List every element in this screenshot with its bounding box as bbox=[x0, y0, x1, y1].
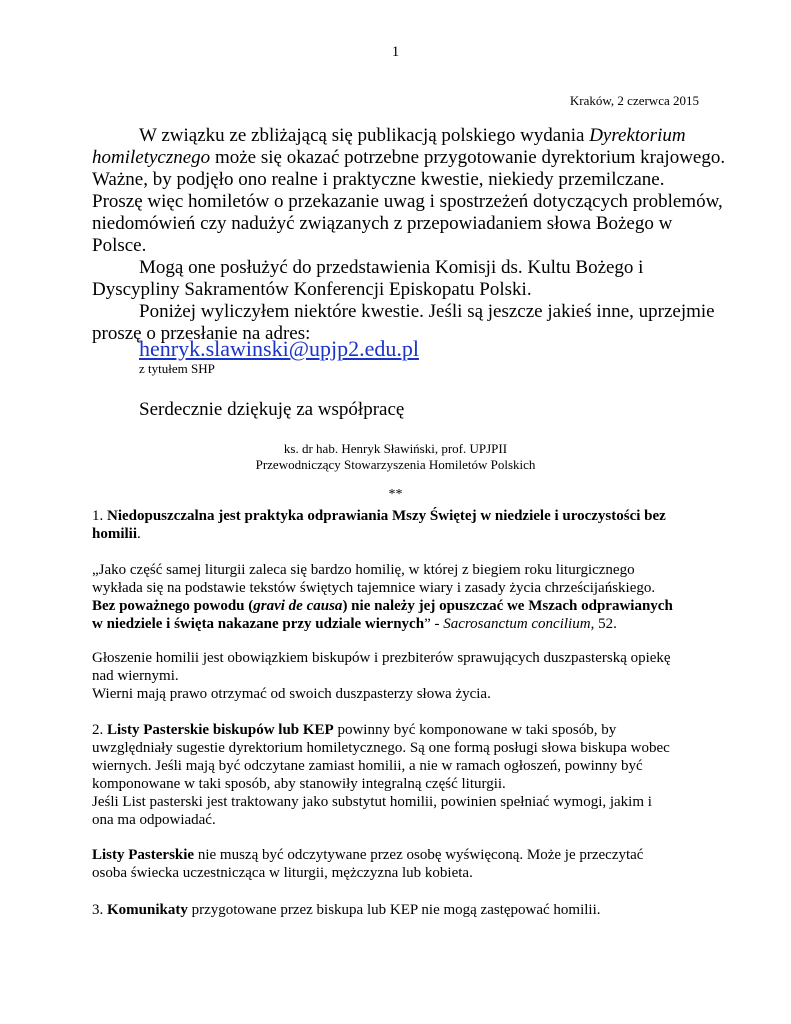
intro-line: Mogą one posłużyć do przedstawienia Komisji ds. Kultu Bożego i bbox=[139, 257, 644, 278]
text-line: uwzględniały sugestie dyrektorium homiletycznego. Są one formą posługi słowa biskupa wobec bbox=[92, 740, 670, 756]
intro-text bbox=[92, 125, 726, 345]
intro-line: Proszę więc homiletów o przekazanie uwag i spostrzeżeń dotyczących problemów, bbox=[92, 191, 723, 212]
section1-heading bbox=[92, 507, 712, 543]
text-line: Bez poważnego powodu (gravi de causa) nie należy jej opuszczać we Mszach odprawianych bbox=[92, 598, 673, 614]
intro-line: proszę o przesłanie na adres: bbox=[92, 323, 311, 344]
thanks-line: Serdecznie dziękuję za współpracę bbox=[139, 399, 405, 420]
section1-paragraph bbox=[92, 649, 712, 703]
intro-line: Dyscypliny Sakramentów Konferencji Episkopatu Polski. bbox=[92, 279, 532, 300]
text-line: wykłada się na podstawie tekstów świętych tajemnice wiary i zasady życia chrześcijańskiego. bbox=[92, 580, 656, 596]
text-line: nad wiernymi. bbox=[92, 668, 179, 684]
intro-line: W związku ze zbliżającą się publikacją polskiego wydania Dyrektorium bbox=[139, 125, 686, 146]
text-line: osoba świecka uczestnicząca w liturgii, mężczyzna lub kobieta. bbox=[92, 865, 473, 881]
text-line: 1. Niedopuszczalna jest praktyka odprawiania Mszy Świętej w niedziele i uroczystości bez bbox=[92, 508, 666, 524]
date-line: Kraków, 2 czerwca 2015 bbox=[569, 93, 699, 108]
section-divider: ** bbox=[388, 487, 403, 502]
text-line: 2. Listy Pasterskie biskupów lub KEP powinny być komponowane w taki sposób, by bbox=[92, 722, 617, 738]
section2-paragraph-2 bbox=[92, 846, 712, 882]
intro-line: Polsce. bbox=[92, 235, 147, 256]
text-line: wiernych. Jeśli mają być odczytane zamiast homilii, a nie w ramach ogłoszeń, powinny być bbox=[92, 758, 643, 774]
text-line: homilii. bbox=[92, 526, 141, 542]
section2-paragraph bbox=[92, 721, 712, 829]
intro-line: niedomówień czy nadużyć związanych z przepowiadaniem słowa Bożego w bbox=[92, 213, 673, 234]
intro-line: homiletycznego może się okazać potrzebne przygotowanie dyrektorium krajowego. bbox=[92, 147, 726, 168]
text-line: 3. Komunikaty przygotowane przez biskupa lub KEP nie mogą zastępować homilii. bbox=[92, 902, 601, 918]
intro-line: Ważne, by podjęło ono realne i praktyczne kwestie, niekiedy przemilczane. bbox=[92, 169, 665, 190]
subject-line: z tytułem SHP bbox=[139, 361, 215, 376]
email-link[interactable]: henryk.slawinski@upjp2.edu.pl bbox=[139, 336, 419, 361]
page-number: 1 bbox=[391, 44, 400, 60]
text-line: Listy Pasterskie nie muszą być odczytywane przez osobę wyświęconą. Może je przeczytać bbox=[92, 847, 644, 863]
text-line: Głoszenie homilii jest obowiązkiem biskupów i prezbiterów sprawujących duszpasterską opiekę bbox=[92, 650, 671, 666]
text-line: w niedziele i święta nakazane przy udziale wiernych” - Sacrosanctum concilium, 52. bbox=[92, 616, 617, 632]
section1-quote bbox=[92, 561, 712, 633]
text-line: ona ma odpowiadać. bbox=[92, 812, 216, 828]
signature bbox=[0, 441, 791, 473]
text-line: Wierni mają prawo otrzymać od swoich duszpasterzy słowa życia. bbox=[92, 686, 491, 702]
text-line: Jeśli List pasterski jest traktowany jako substytut homilii, powinien spełniać wymogi, jakim i bbox=[92, 794, 652, 810]
section3-paragraph bbox=[92, 901, 712, 919]
intro-line: Poniżej wyliczyłem niektóre kwestie. Jeśli są jeszcze jakieś inne, uprzejmie bbox=[139, 301, 715, 322]
signature-name: ks. dr hab. Henryk Sławiński, prof. UPJPII bbox=[283, 441, 508, 456]
text-line: „Jako część samej liturgii zaleca się bardzo homilię, w której z biegiem roku liturgicznego bbox=[92, 562, 635, 578]
signature-title: Przewodniczący Stowarzyszenia Homiletów Polskich bbox=[255, 457, 536, 472]
text-line: komponowane w taki sposób, aby stanowiły integralną część liturgii. bbox=[92, 776, 506, 792]
